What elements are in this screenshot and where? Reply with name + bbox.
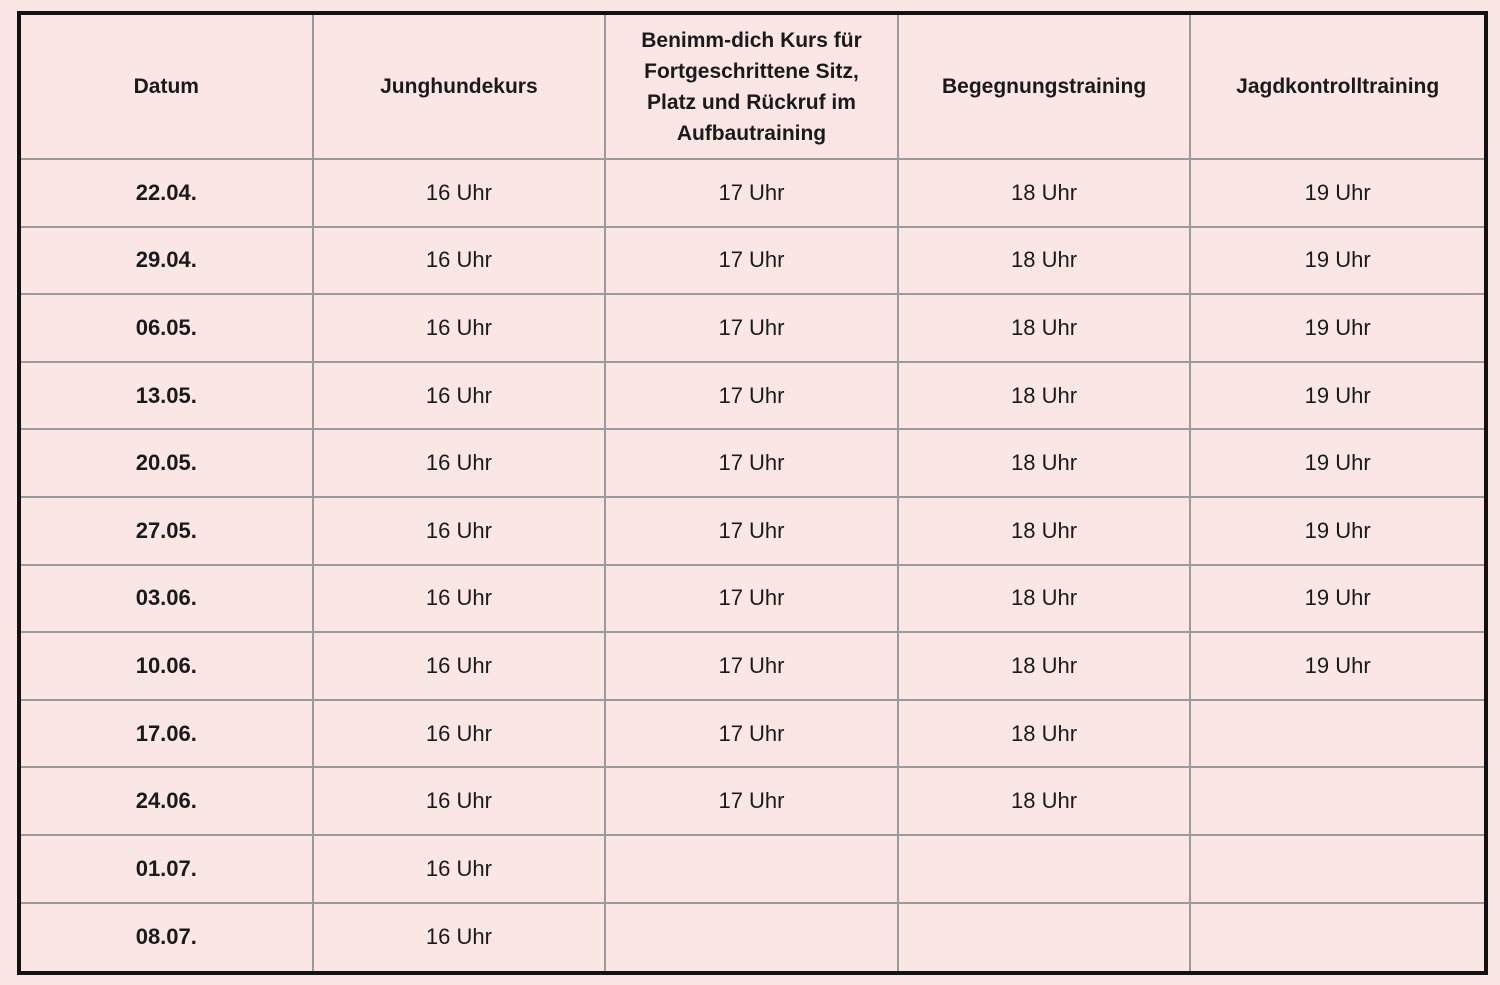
benimm-kurs-cell: 17 Uhr	[606, 295, 899, 363]
header-junghundekurs: Junghundekurs	[314, 15, 607, 160]
benimm-kurs-cell	[606, 904, 899, 972]
junghundekurs-cell: 16 Uhr	[314, 295, 607, 363]
junghundekurs-cell: 16 Uhr	[314, 701, 607, 769]
begegnungstraining-cell: 18 Uhr	[899, 566, 1192, 634]
jagdkontrolltraining-cell: 19 Uhr	[1191, 160, 1484, 228]
begegnungstraining-cell: 18 Uhr	[899, 363, 1192, 431]
junghundekurs-cell: 16 Uhr	[314, 633, 607, 701]
jagdkontrolltraining-cell: 19 Uhr	[1191, 363, 1484, 431]
date-cell: 17.06.	[21, 701, 314, 769]
header-jagdkontrolltraining: Jagdkontrolltraining	[1191, 15, 1484, 160]
benimm-kurs-cell: 17 Uhr	[606, 768, 899, 836]
begegnungstraining-cell: 18 Uhr	[899, 228, 1192, 296]
table-row	[21, 160, 1484, 228]
date-cell: 24.06.	[21, 768, 314, 836]
table-body	[21, 160, 1484, 971]
table-row	[21, 633, 1484, 701]
junghundekurs-cell: 16 Uhr	[314, 566, 607, 634]
jagdkontrolltraining-cell	[1191, 768, 1484, 836]
header-benimm-kurs: Benimm-dich Kurs für Fortgeschrittene Sitz, Platz und Rückruf im Aufbautraining	[606, 15, 899, 160]
begegnungstraining-cell	[899, 836, 1192, 904]
table-row	[21, 363, 1484, 431]
junghundekurs-cell: 16 Uhr	[314, 430, 607, 498]
benimm-kurs-cell: 17 Uhr	[606, 701, 899, 769]
benimm-kurs-cell: 17 Uhr	[606, 633, 899, 701]
jagdkontrolltraining-cell: 19 Uhr	[1191, 566, 1484, 634]
header-date: Datum	[21, 15, 314, 160]
date-cell: 22.04.	[21, 160, 314, 228]
table-header	[21, 15, 1484, 160]
begegnungstraining-cell: 18 Uhr	[899, 295, 1192, 363]
jagdkontrolltraining-cell	[1191, 904, 1484, 972]
table-row	[21, 701, 1484, 769]
begegnungstraining-cell: 18 Uhr	[899, 498, 1192, 566]
begegnungstraining-cell: 18 Uhr	[899, 160, 1192, 228]
junghundekurs-cell: 16 Uhr	[314, 363, 607, 431]
junghundekurs-cell: 16 Uhr	[314, 904, 607, 972]
benimm-kurs-cell: 17 Uhr	[606, 160, 899, 228]
jagdkontrolltraining-cell	[1191, 836, 1484, 904]
date-cell: 03.06.	[21, 566, 314, 634]
course-schedule-table	[17, 11, 1488, 975]
table-row	[21, 566, 1484, 634]
date-cell: 20.05.	[21, 430, 314, 498]
benimm-kurs-cell: 17 Uhr	[606, 498, 899, 566]
date-cell: 08.07.	[21, 904, 314, 972]
table-row	[21, 498, 1484, 566]
date-cell: 10.06.	[21, 633, 314, 701]
begegnungstraining-cell: 18 Uhr	[899, 701, 1192, 769]
header-row	[21, 15, 1484, 160]
junghundekurs-cell: 16 Uhr	[314, 836, 607, 904]
junghundekurs-cell: 16 Uhr	[314, 160, 607, 228]
date-cell: 29.04.	[21, 228, 314, 296]
jagdkontrolltraining-cell	[1191, 701, 1484, 769]
begegnungstraining-cell: 18 Uhr	[899, 430, 1192, 498]
date-cell: 01.07.	[21, 836, 314, 904]
table-row	[21, 430, 1484, 498]
begegnungstraining-cell	[899, 904, 1192, 972]
benimm-kurs-cell: 17 Uhr	[606, 430, 899, 498]
jagdkontrolltraining-cell: 19 Uhr	[1191, 633, 1484, 701]
jagdkontrolltraining-cell: 19 Uhr	[1191, 228, 1484, 296]
junghundekurs-cell: 16 Uhr	[314, 228, 607, 296]
jagdkontrolltraining-cell: 19 Uhr	[1191, 498, 1484, 566]
table-row	[21, 295, 1484, 363]
junghundekurs-cell: 16 Uhr	[314, 498, 607, 566]
table-row	[21, 768, 1484, 836]
benimm-kurs-cell	[606, 836, 899, 904]
jagdkontrolltraining-cell: 19 Uhr	[1191, 295, 1484, 363]
jagdkontrolltraining-cell: 19 Uhr	[1191, 430, 1484, 498]
benimm-kurs-cell: 17 Uhr	[606, 363, 899, 431]
junghundekurs-cell: 16 Uhr	[314, 768, 607, 836]
date-cell: 13.05.	[21, 363, 314, 431]
date-cell: 27.05.	[21, 498, 314, 566]
benimm-kurs-cell: 17 Uhr	[606, 566, 899, 634]
begegnungstraining-cell: 18 Uhr	[899, 633, 1192, 701]
table-row	[21, 228, 1484, 296]
date-cell: 06.05.	[21, 295, 314, 363]
table-row	[21, 904, 1484, 972]
header-begegnungstraining: Begegnungstraining	[899, 15, 1192, 160]
benimm-kurs-cell: 17 Uhr	[606, 228, 899, 296]
begegnungstraining-cell: 18 Uhr	[899, 768, 1192, 836]
table-row	[21, 836, 1484, 904]
